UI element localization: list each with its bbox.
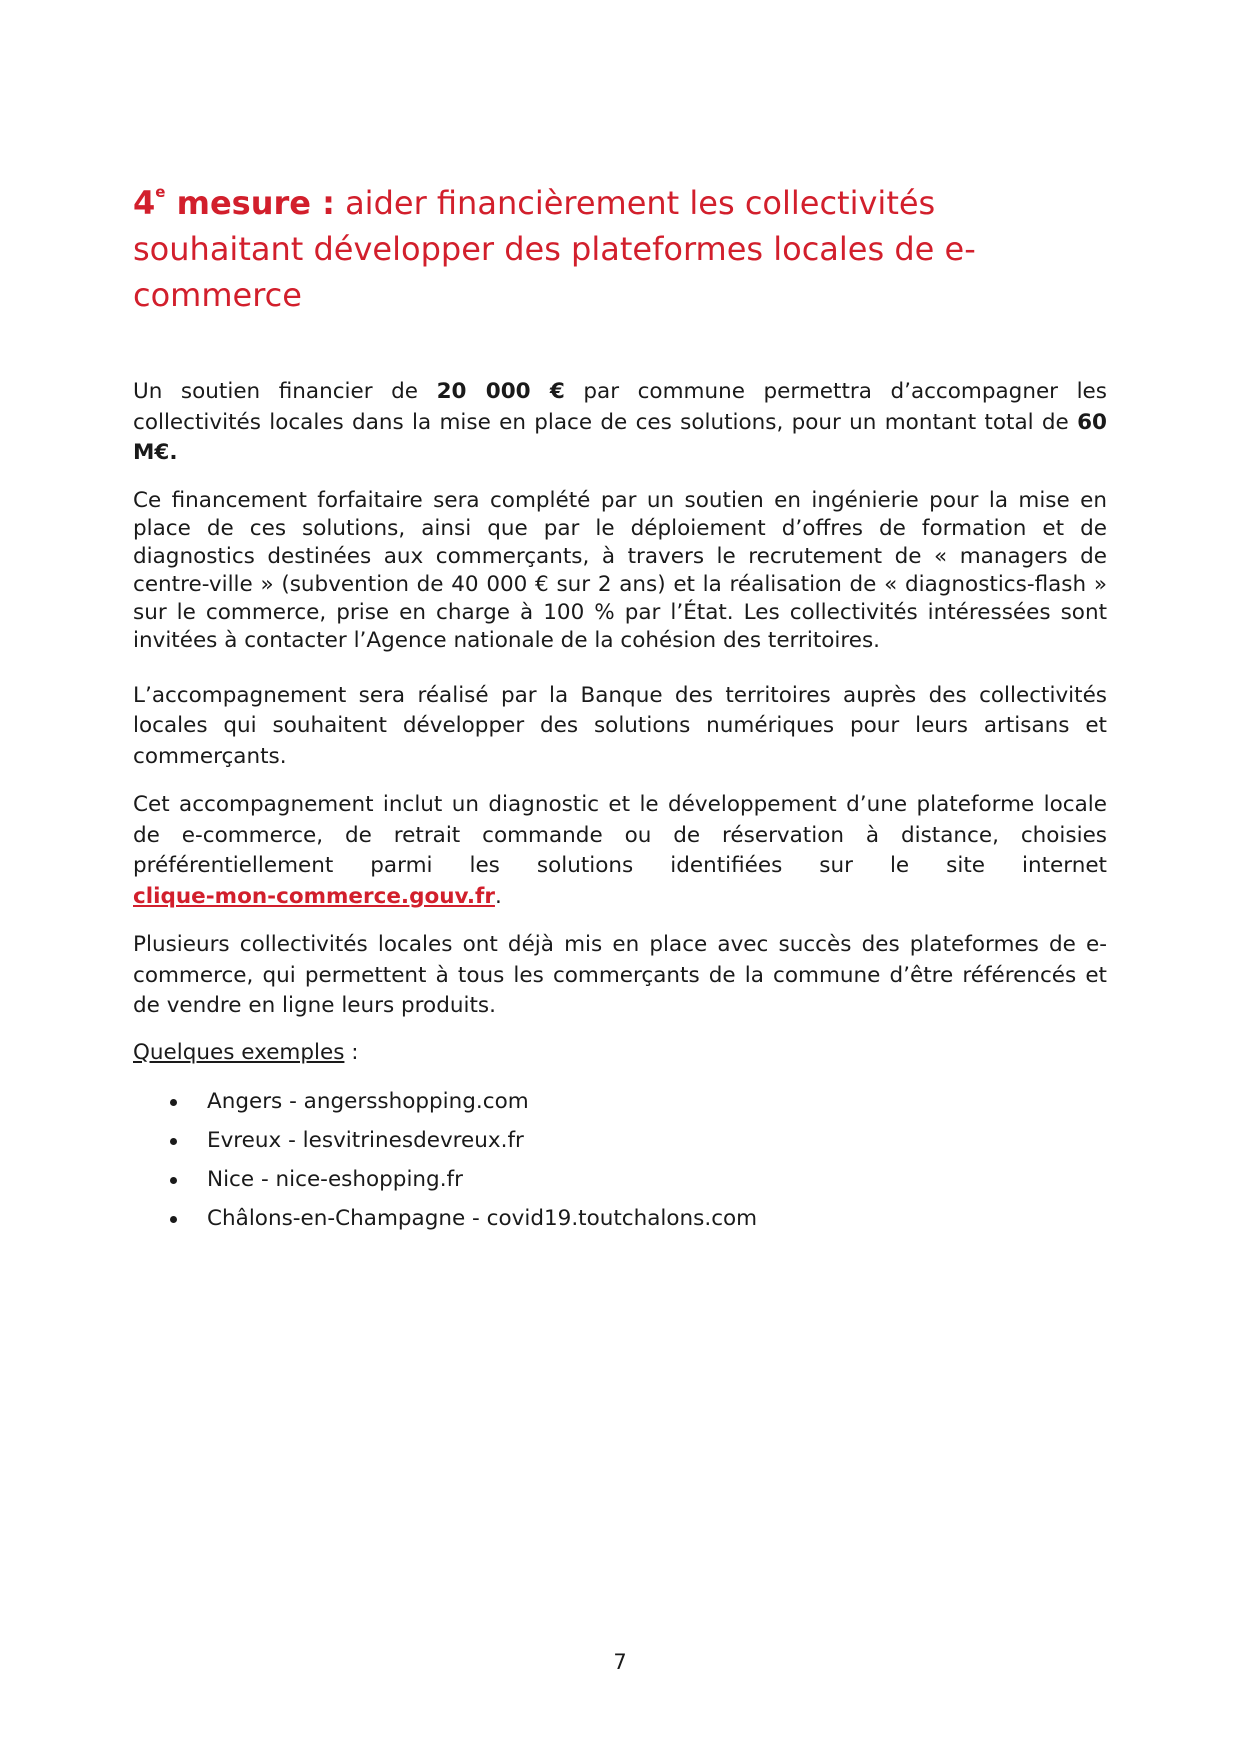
examples-list (133, 1082, 1107, 1238)
heading-label: mesure : (165, 184, 335, 222)
bullet-icon (170, 1099, 177, 1106)
heading-number: 4 (133, 184, 156, 222)
list-item (133, 1121, 1107, 1160)
funding-text-middle: par commune permettra d’accompagner les collectivités locales dans la mise en place de ces solutions, pour un montant total de (133, 379, 1107, 435)
funding-amount: 20 000 € (436, 379, 565, 404)
list-item (133, 1160, 1107, 1199)
diagnostic-text-end: . (494, 883, 502, 909)
paragraph-funding (133, 377, 1107, 469)
diagnostic-text: Cet accompagnement inclut un diagnostic et le développement d’une plateforme locale de e-commerce, de retrait commande ou de réservation à distance, choisies préférentiellement parmi les solutions identifiées sur le site internet (133, 792, 1107, 878)
paragraph-engineering-support: Ce financement forfaitaire sera complété par un soutien en ingénierie pour la mise en place de ces solutions, ainsi que par le déploiement d’offres de formation et de diagnostics destinées aux commerçants, à travers le recrutement de « managers de centre-ville » (subvention de 40 000 € sur 2 ans) et la réalisation de « diagnostics-flash » sur le commerce, prise en charge à 100 % par l’État. Les collectivités intéressées sont invitées à contacter l’Agence nationale de la cohésion des territoires. (133, 487, 1107, 653)
page-number: 7 (613, 1650, 627, 1674)
bullet-icon (170, 1138, 177, 1145)
heading-superscript: e (155, 183, 166, 201)
funding-text-start: Un soutien financier de (133, 379, 437, 404)
funding-total: 60 M€. (133, 409, 1107, 465)
clique-mon-commerce-link[interactable]: clique-mon-commerce.gouv.fr (133, 883, 495, 909)
list-item-text: Nice - nice-eshopping.fr (207, 1167, 463, 1192)
list-item-text: Angers - angersshopping.com (207, 1089, 529, 1114)
examples-label-text: Quelques exemples (133, 1039, 345, 1065)
paragraph-diagnostic (133, 790, 1107, 912)
paragraph-existing-platforms: Plusieurs collectivités locales ont déjà mis en place avec succès des plateformes de e-commerce, qui permettent à tous les commerçants de la commune d’être référencés et de vendre en ligne leurs produits. (133, 932, 1107, 1018)
list-item (133, 1082, 1107, 1121)
section-heading (133, 180, 1107, 318)
bullet-icon (170, 1216, 177, 1223)
examples-label-suffix: : (344, 1039, 359, 1065)
list-item-text: Evreux - lesvitrinesdevreux.fr (207, 1128, 524, 1153)
paragraph-banque-des-territoires: L’accompagnement sera réalisé par la Banque des territoires auprès des collectivités locales qui souhaitent développer des solutions numériques pour leurs artisans et commerçants. (133, 682, 1107, 769)
bullet-icon (170, 1177, 177, 1184)
list-item (133, 1199, 1107, 1238)
page-content (133, 180, 1107, 1238)
examples-label (133, 1038, 1107, 1069)
list-item-text: Châlons-en-Champagne - covid19.toutchalons.com (207, 1206, 758, 1231)
heading-text: aider financièrement les collectivités souhaitant développer des plateformes locales de e-commerce (133, 184, 976, 314)
